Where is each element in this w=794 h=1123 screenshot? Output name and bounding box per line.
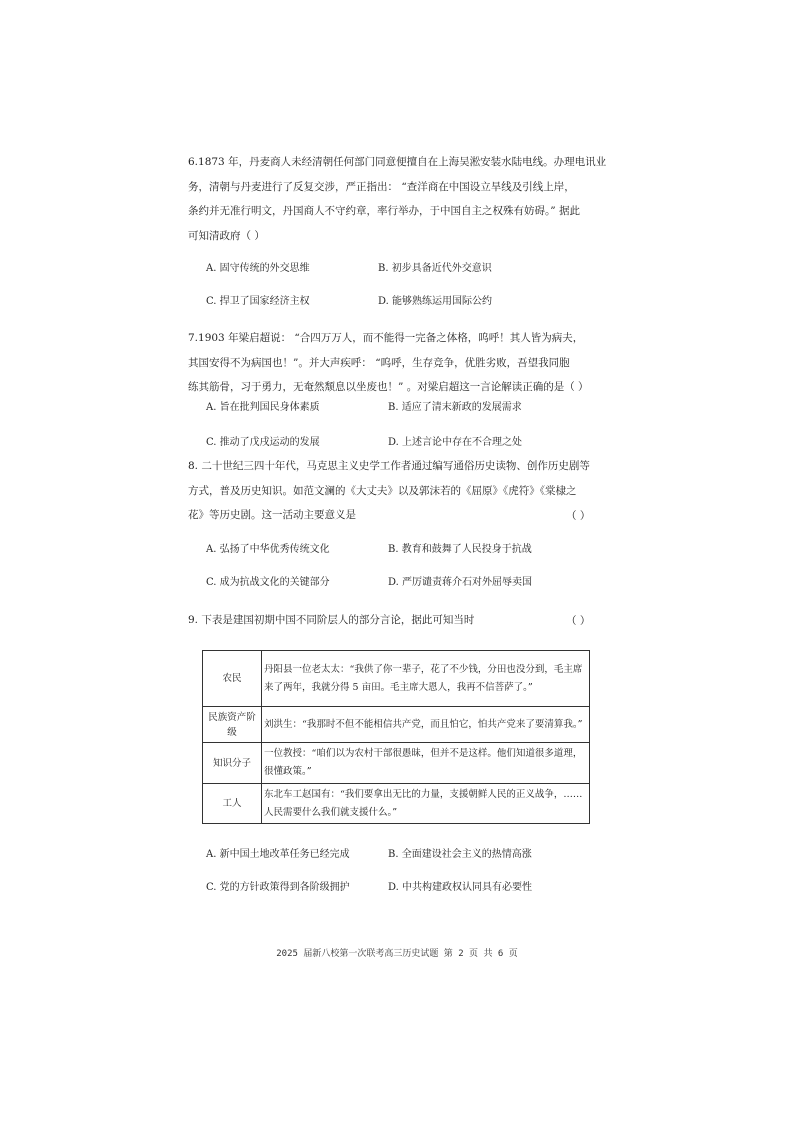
table-row-key: 工人 (203, 784, 262, 824)
q7-option-c: C. 推动了戊戌运动的发展 (206, 437, 320, 448)
q8-option-c: C. 成为抗战文化的关键部分 (206, 577, 330, 588)
q7-line-1: 7.1903 年梁启超说： “合四万万人，而不能得一完备之体格，呜呼！其人皆为病夫， (188, 332, 584, 344)
table-row-value: 刘洪生：“我那时不但不能相信共产党，而且怕它，怕共产党来了要清算我。” (262, 707, 590, 743)
table-row-value: 一位教授：“咱们以为农村干部很愚昧，但并不是这样。他们知道很多道理，很懂政策。” (262, 743, 590, 784)
q8-line-2: 方式，普及历史知识。如范文澜的《大丈夫》以及郭沫若的《屈原》《虎符》《棠棣之 (188, 484, 577, 497)
q6-line-4: 可知清政府（ ） (188, 229, 265, 242)
table-row-value: 丹阳县一位老太太：“我供了你一辈子，花了不少钱，分田也没分到，毛主席来了两年，我就分得 5 亩田。毛主席大恩人，我再不信菩萨了。” (262, 651, 590, 707)
q6-option-a: A. 固守传统的外交思维 (206, 263, 310, 274)
table-row-key: 民族资产阶级 (203, 707, 262, 743)
q8-answer-paren: （ ） (566, 510, 591, 522)
q6-line-3: 条约并无准行明文，丹国商人不守约章，率行举办，于中国自主之权殊有妨碍。” 据此 (188, 205, 580, 217)
q9-social-strata-table (202, 650, 590, 824)
q9-option-b: B. 全面建设社会主义的热情高涨 (388, 849, 532, 860)
q8-option-a: A. 弘扬了中华优秀传统文化 (206, 544, 330, 555)
q6-option-b: B. 初步具备近代外交意识 (378, 263, 492, 274)
table-row (203, 743, 590, 784)
q7-option-a: A. 旨在批判国民身体素质 (206, 402, 320, 413)
question-6-stem (188, 150, 608, 248)
q8-line-1: 8. 二十世纪三四十年代，马克思主义史学工作者通过编写通俗历史读物、创作历史剧等 (188, 460, 590, 472)
question-9-stem: 9. 下表是建国初期中国不同阶层人的部分言论，据此可知当时 (188, 614, 475, 626)
q7-option-b: B. 适应了清末新政的发展需求 (388, 402, 522, 413)
q7-line-2: 其国安得不为病国也！”。并大声疾呼： “呜呼，生存竞争，优胜劣败，吾望我同胞 (188, 356, 570, 369)
table-row-value: 东北车工赵国有：“我们要拿出无比的力量，支援朝鲜人民的正义战争，……人民需要什么我们就支援什么。” (262, 784, 590, 824)
q6-line-2: 务，清朝与丹麦进行了反复交涉，严正指出： “查洋商在中国设立旱线及引线上岸， (188, 180, 575, 193)
q9-option-a: A. 新中国土地改革任务已经完成 (206, 849, 350, 860)
q8-line-3: 花》等历史剧。这一活动主要意义是 (188, 509, 356, 521)
q6-line-1: 6.1873 年，丹麦商人未经清朝任何部门同意便擅自在上海吴淞安装水陆电线。办理电讯业 (188, 156, 607, 168)
q7-option-d: D. 上述言论中存在不合理之处 (388, 437, 523, 448)
page-footer: 2025 届新八校第一次联考高三历史试题 第 2 页 共 6 页 (276, 949, 518, 959)
q6-option-c: C. 捍卫了国家经济主权 (206, 296, 310, 307)
table-row (203, 651, 590, 707)
q8-option-d: D. 严厉谴责蒋介石对外屈辱卖国 (388, 577, 533, 588)
q6-option-d: D. 能够熟练运用国际公约 (378, 296, 493, 307)
q7-line-3: 练其筋骨，习于勇力，无奄然颓息以坐废也！” 。对梁启超这一言论解读正确的是（ ） (188, 381, 589, 393)
table-row-key: 农民 (203, 651, 262, 707)
q9-option-c: C. 党的方针政策得到各阶级拥护 (206, 882, 350, 893)
question-8-stem (188, 454, 608, 528)
table-row-key: 知识分子 (203, 743, 262, 784)
q9-answer-paren: （ ） (566, 615, 591, 627)
question-7-stem (188, 326, 608, 400)
table-row (203, 784, 590, 824)
q9-option-d: D. 中共构建政权认同具有必要性 (388, 882, 533, 893)
table-row (203, 707, 590, 743)
q8-option-b: B. 教育和鼓舞了人民投身于抗战 (388, 544, 532, 555)
